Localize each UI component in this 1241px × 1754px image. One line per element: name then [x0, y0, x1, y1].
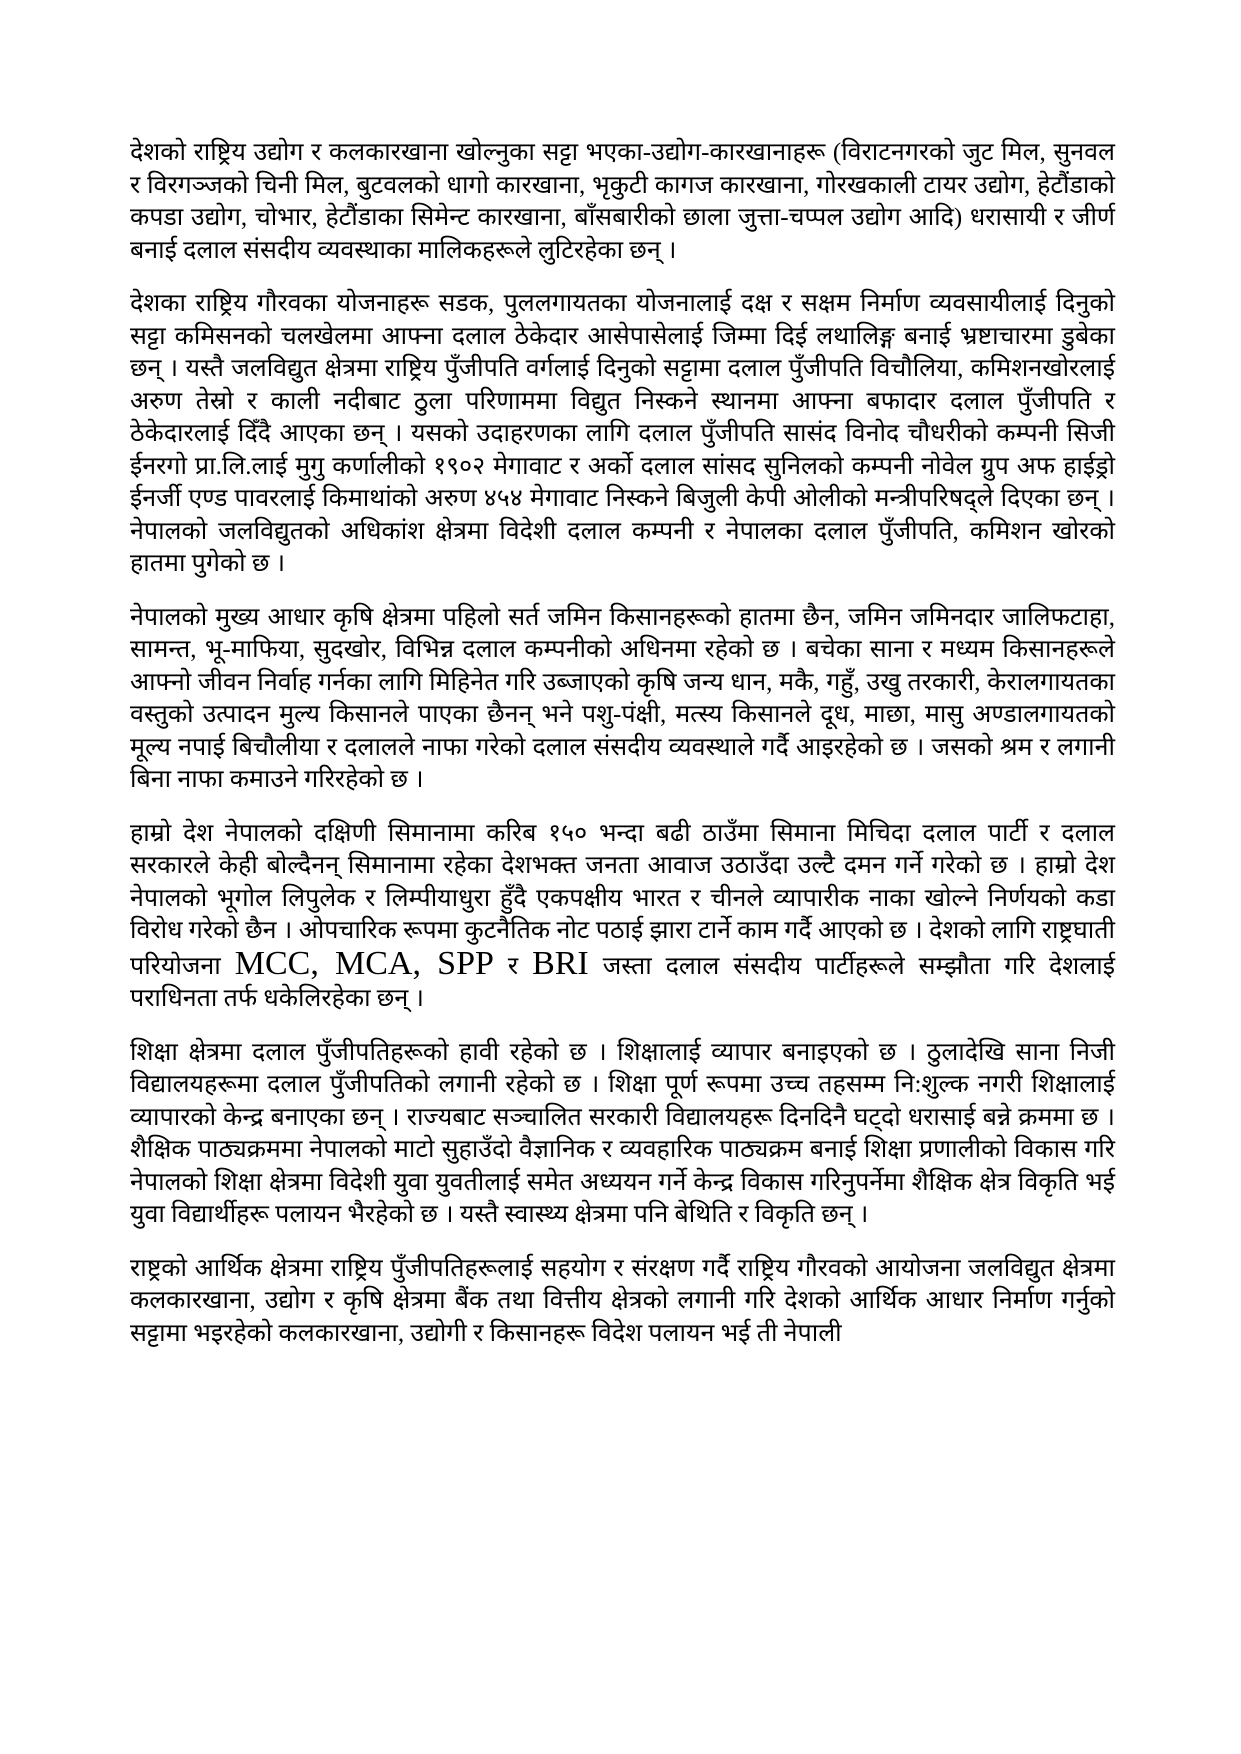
paragraph-border-conjunction: र: [493, 952, 533, 980]
document-text-body: [130, 137, 1115, 1350]
paragraph-border-and-treaties: [130, 818, 1115, 1016]
paragraph-national-industries: देशको राष्ट्रिय उद्योग र कलकारखाना खोल्नुका सट्टा भएका-उद्योग-कारखानाहरू (विराटनगरको जुट मिल, सुनवल र विरगञ्जको चिनी मिल, बुटवलको धागो कारखाना, भृकुटी कागज कारखाना, गोरखकाली टायर उद्योग, हेटौंडाको कपडा उद्योग, चोभार, हेटौंडाका सिमेन्ट कारखाना, बाँसबारीको छाला जुत्ता-चप्पल उद्योग आदि) धरासायी र जीर्ण बनाई दलाल संसदीय व्यवस्थाका मालिकहरूले लुटिरहेका छन् ।: [130, 139, 1115, 264]
paragraph-border-text-after: जस्ता दलाल संसदीय पार्टीहरूले सम्झौता गरि देशलाई पराधिनता तर्फ धकेलिरहेका छन् ।: [130, 952, 1116, 1012]
paragraph-economic-sector: राष्ट्रको आर्थिक क्षेत्रमा राष्ट्रिय पुँजीपतिहरूलाई सहयोग र संरक्षण गर्दै राष्ट्रिय गौरवको आयोजना जलविद्युत क्षेत्रमा कलकारखाना, उद्योग र कृषि क्षेत्रमा बैंक तथा वित्तीय क्षेत्रको लगानी गरि देशको आर्थिक आधार निर्माण गर्नुको सट्टामा भइरहेको कलकारखाना, उद्योगी र किसानहरू विदेश पलायन भई ती नेपाली: [130, 1254, 1115, 1347]
acronym-bri: BRI: [532, 944, 589, 982]
paragraph-national-pride-projects: देशका राष्ट्रिय गौरवका योजनाहरू सडक, पुललगायतका योजनालाई दक्ष र सक्षम निर्माण व्यवसायीलाई दिनुको सट्टा कमिसनको चलखेलमा आफ्ना दलाल ठेकेदार आसेपासेलाई जिम्मा दिई लथालिङ्ग बनाई भ्रष्टाचारमा डुबेका छन् । यस्तै जलविद्युत क्षेत्रमा राष्ट्रिय पुँजीपति वर्गलाई दिनुको सट्टामा दलाल पुँजीपति विचौलिया, कमिशनखोरलाई अरुण तेस्रो र काली नदीबाट ठुला परिणाममा विद्युत निस्कने स्थानमा आफ्ना बफादार दलाल पुँजीपति र ठेकेदारलाई दिँदै आएका छन् । यसको उदाहरणका लागि दलाल पुँजीपति सासंद विनोद चौधरीको कम्पनी सिजी ईनरगो प्रा.लि.लाई मुगु कर्णालीको १९०२ मेगावाट र अर्को दलाल सांसद सुनिलको कम्पनी नोवेल ग्रुप अफ हाईड्रो ईनर्जी एण्ड पावरलाई किमाथांको अरुण ४५४ मेगावाट निस्कने बिजुली केपी ओलीको मन्त्रीपरिषद्ले दिएका छन् । नेपालको जलविद्युतको अधिकांश क्षेत्रमा विदेशी दलाल कम्पनी र नेपालका दलाल पुँजीपति, कमिशन खोरको हातमा पुगेको छ ।: [130, 290, 1115, 577]
paragraph-education-sector: शिक्षा क्षेत्रमा दलाल पुँजीपतिहरूको हावी रहेको छ । शिक्षालाई व्यापार बनाइएको छ । ठुलादेखि साना निजी विद्यालयहरूमा दलाल पुँजीपतिको लगानी रहेको छ । शिक्षा पूर्ण रूपमा उच्च तहसम्म नि:शुल्क नगरी शिक्षालाई व्यापारको केन्द्र बनाएका छन् । राज्यबाट सञ्चालित सरकारी विद्यालयहरू दिनदिनै घट्दो धरासाई बन्ने क्रममा छ । शैक्षिक पाठ्यक्रममा नेपालको माटो सुहाउँदो वैज्ञानिक र व्यवहारिक पाठ्यक्रम बनाई शिक्षा प्रणालीको विकास गरि नेपालको शिक्षा क्षेत्रमा विदेशी युवा युवतीलाई समेत अध्ययन गर्ने केन्द्र विकास गरिनुपर्नेमा शैक्षिक क्षेत्र विकृति भई युवा विद्यार्थीहरू पलायन भैरहेको छ । यस्तै स्वास्थ्य क्षेत्रमा पनि बेथिति र विकृति छन् ।: [130, 1038, 1115, 1228]
paragraph-border-text-before: हाम्रो देश नेपालको दक्षिणी सिमानामा करिब १५० भन्दा बढी ठाउँमा सिमाना मिचिदा दलाल पार्टी र दलाल सरकारले केही बोल्दैनन् सिमानामा रहेका देशभक्त जनता आवाज उठाउँदा उल्टै दमन गर्ने गरेको छ । हाम्रो देश नेपालको भूगोल लिपुलेक र लिम्पीयाधुरा हुँदै एकपक्षीय भारत र चीनले व्यापारीक नाका खोल्ने निर्णयको कडा विरोध गरेको छैन । ओपचारिक रूपमा कुटनैतिक नोट पठाई झारा टार्ने काम गर्दै आएको छ । देशको लागि राष्ट्रघाती परियोजना: [130, 819, 1115, 980]
acronyms-mcc-mca-spp: MCC, MCA, SPP: [234, 944, 494, 982]
paragraph-agriculture-land: नेपालको मुख्य आधार कृषि क्षेत्रमा पहिलो सर्त जमिन किसानहरूको हातमा छैन, जमिन जमिनदार जालिफटाहा, सामन्त, भू-माफिया, सुदखोर, विभिन्न दलाल कम्पनीको अधिनमा रहेको छ । बचेका साना र मध्यम किसानहरूले आफ्नो जीवन निर्वाह गर्नका लागि मिहिनेत गरि उब्जाएको कृषि जन्य धान, मकै, गहुँ, उखु तरकारी, केरालगायतका वस्तुको उत्पादन मुल्य किसानले पाएका छैनन् भने पशु-पंक्षी, मत्स्य किसानले दूध, माछा, मासु अण्डालगायतको मूल्य नपाई बिचौलीया र दलालले नाफा गरेको दलाल संसदीय व्यवस्थाले गर्दै आइरहेको छ । जसको श्रम र लगानी बिना नाफा कमाउने गरिरहेको छ ।: [130, 603, 1115, 793]
